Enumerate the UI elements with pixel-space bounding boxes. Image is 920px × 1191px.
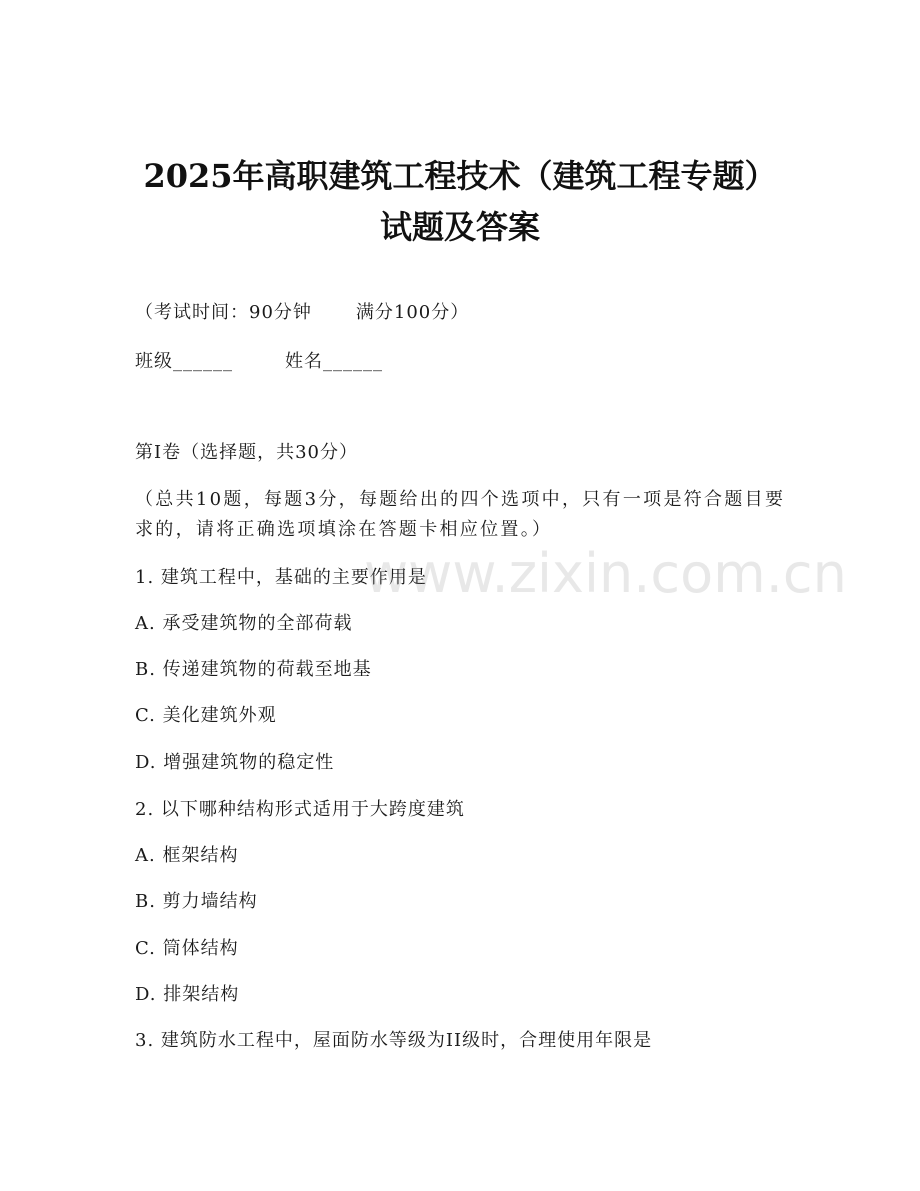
document-title-line-1: 2025年高职建筑工程技术（建筑工程专题） [143, 157, 777, 195]
question-1-option-c: C. 美化建筑外观 [135, 705, 277, 726]
class-field: 班级______ [135, 351, 233, 372]
name-field: 姓名______ [285, 351, 383, 372]
question-1-option-b: B. 传递建筑物的荷载至地基 [135, 659, 372, 680]
question-2-stem: 2. 以下哪种结构形式适用于大跨度建筑 [135, 799, 465, 820]
exam-time: （考试时间：90分钟 [135, 302, 312, 323]
watermark: www.zixin.com.cn [364, 542, 847, 605]
exam-info [135, 301, 469, 325]
question-1-stem: 1. 建筑工程中，基础的主要作用是 [135, 567, 427, 588]
section-header: 第I卷（选择题，共30分） [135, 442, 359, 463]
question-2-option-b: B. 剪力墙结构 [135, 891, 258, 912]
question-2-option-a: A. 框架结构 [135, 845, 239, 866]
question-1-option-d: D. 增强建筑物的稳定性 [135, 752, 335, 773]
question-3-stem: 3. 建筑防水工程中，屋面防水等级为II级时，合理使用年限是 [135, 1030, 653, 1051]
question-2-option-c: C. 筒体结构 [135, 938, 239, 959]
instructions: （总共10题，每题3分，每题给出的四个选项中，只有一项是符合题目要求的，请将正确选项填涂在答题卡相应位置。） [135, 489, 786, 540]
question-1-option-a: A. 承受建筑物的全部荷载 [135, 613, 353, 634]
exam-score: 满分100分） [355, 302, 470, 323]
question-2-option-d: D. 排架结构 [135, 984, 240, 1005]
document-title-line-2: 试题及答案 [379, 208, 540, 246]
student-info [135, 350, 383, 374]
